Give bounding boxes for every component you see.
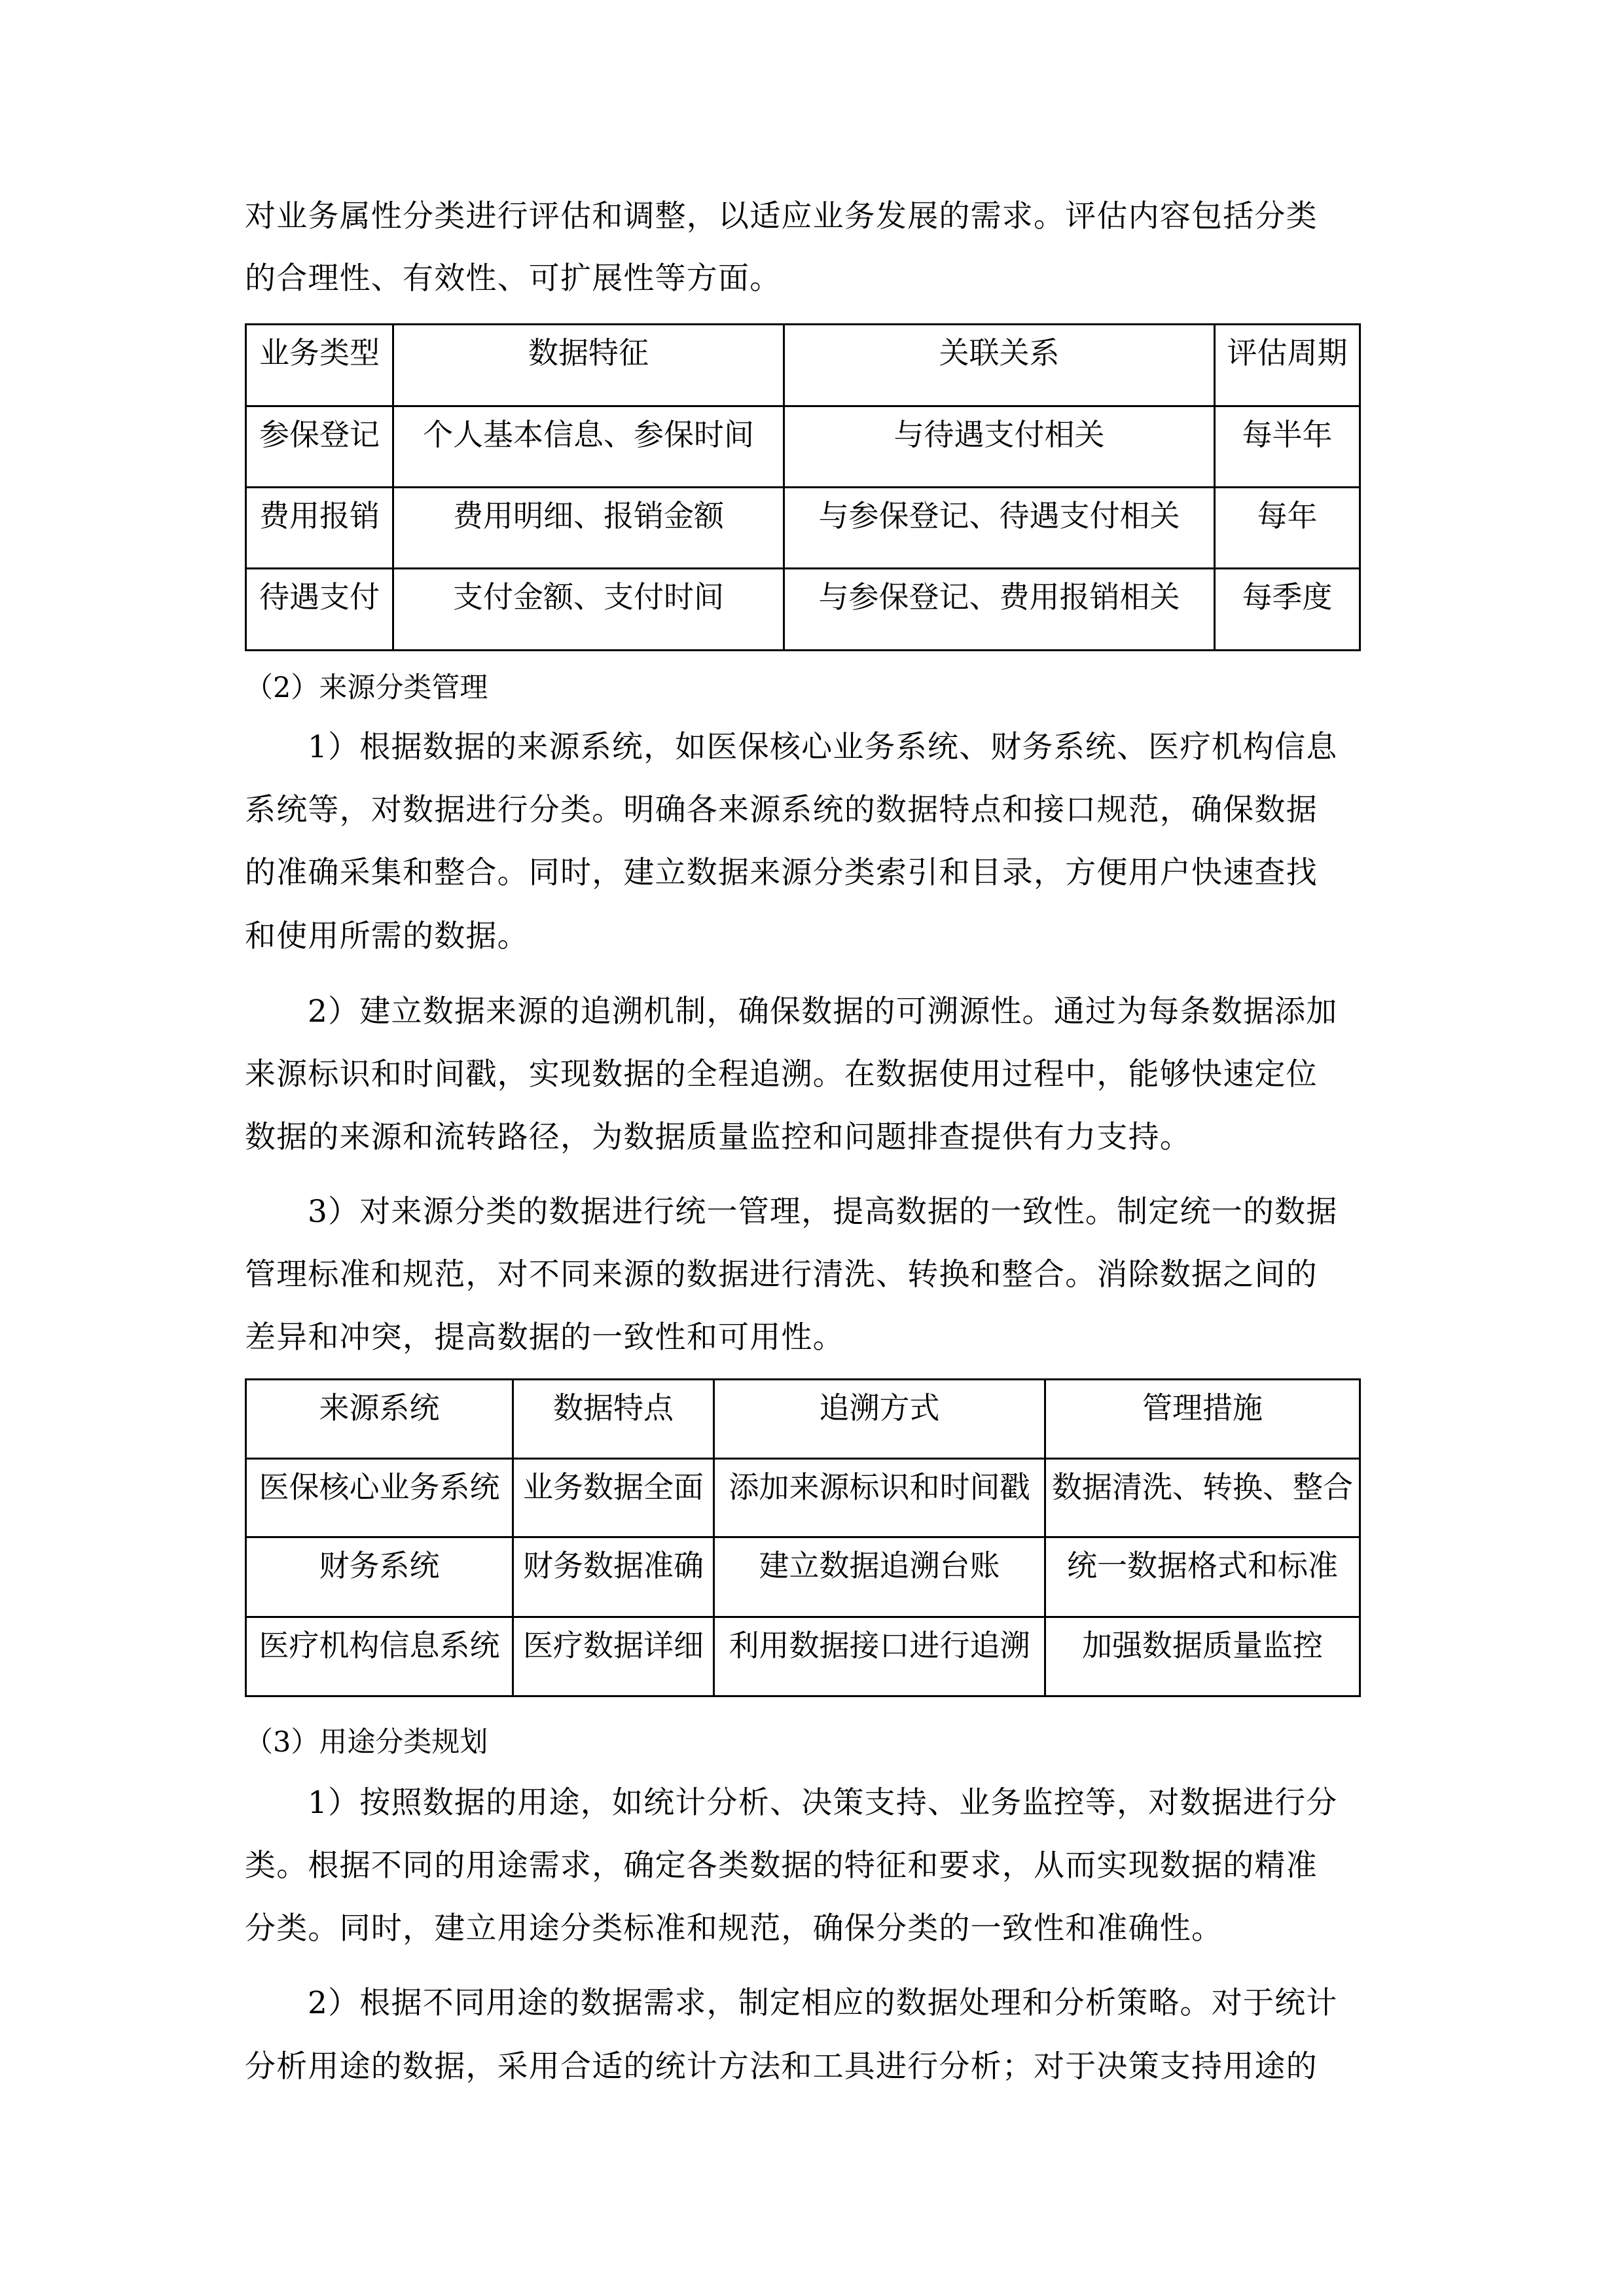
table-header-cell: 业务类型 [246,325,393,406]
table-cell: 支付金额、支付时间 [393,569,784,651]
table-header-cell: 数据特征 [393,325,784,406]
table-cell: 个人基本信息、参保时间 [393,406,784,488]
table-header-cell: 数据特点 [513,1380,714,1459]
paragraph-line: 1）按照数据的用途，如统计分析、决策支持、业务监控等，对数据进行分 [308,1785,1338,1821]
table-cell: 每半年 [1215,406,1360,488]
intro-line: 对业务属性分类进行评估和调整，以适应业务发展的需求。评估内容包括分类 [245,198,1318,234]
table-cell: 参保登记 [246,406,393,488]
table-row [246,569,1360,651]
paragraph-line: 差异和冲突，提高数据的一致性和可用性。 [245,1319,844,1355]
business-type-table [245,323,1361,651]
table-cell: 费用报销 [246,488,393,569]
paragraph-line: 来源标识和时间戳，实现数据的全程追溯。在数据使用过程中，能够快速定位 [245,1056,1318,1092]
table-row [246,1617,1360,1696]
table-cell: 医保核心业务系统 [246,1459,513,1537]
section-heading: （2）来源分类管理 [245,672,488,704]
table-cell: 与待遇支付相关 [784,406,1215,488]
paragraph-line: 的准确采集和整合。同时，建立数据来源分类索引和目录，方便用户快速查找 [245,855,1318,891]
table-row [246,1459,1360,1537]
table-header-row [246,1380,1360,1459]
table-cell: 每季度 [1215,569,1360,651]
paragraph-line: 系统等，对数据进行分类。明确各来源系统的数据特点和接口规范，确保数据 [245,792,1318,828]
table-row [246,1537,1360,1617]
paragraph-line: 数据的来源和流转路径，为数据质量监控和问题排查提供有力支持。 [245,1119,1191,1155]
paragraph-line: 2）建立数据来源的追溯机制，确保数据的可溯源性。通过为每条数据添加 [308,994,1338,1030]
paragraph-line: 分析用途的数据，采用合适的统计方法和工具进行分析；对于决策支持用途的 [245,2049,1318,2085]
table-cell: 统一数据格式和标准 [1045,1537,1360,1617]
table-cell: 业务数据全面 [513,1459,714,1537]
paragraph-line: 和使用所需的数据。 [245,918,529,954]
intro-line: 的合理性、有效性、可扩展性等方面。 [245,260,782,296]
table-cell: 加强数据质量监控 [1045,1617,1360,1696]
source-system-table [245,1378,1361,1697]
section-heading: （3）用途分类规划 [245,1726,488,1759]
paragraph-line: 类。根据不同的用途需求，确定各类数据的特征和要求，从而实现数据的精准 [245,1848,1318,1884]
paragraph-line: 分类。同时，建立用途分类标准和规范，确保分类的一致性和准确性。 [245,1910,1223,1946]
table-header-cell: 管理措施 [1045,1380,1360,1459]
paragraph-line: 2）根据不同用途的数据需求，制定相应的数据处理和分析策略。对于统计 [308,1985,1338,2021]
table-cell: 添加来源标识和时间戳 [714,1459,1045,1537]
table-cell: 待遇支付 [246,569,393,651]
table-cell: 财务系统 [246,1537,513,1617]
table-header-cell: 评估周期 [1215,325,1360,406]
paragraph-line: 管理标准和规范，对不同来源的数据进行清洗、转换和整合。消除数据之间的 [245,1257,1318,1293]
table-cell: 与参保登记、待遇支付相关 [784,488,1215,569]
table-row [246,406,1360,488]
paragraph-line: 1）根据数据的来源系统，如医保核心业务系统、财务系统、医疗机构信息 [308,729,1338,765]
table-cell: 与参保登记、费用报销相关 [784,569,1215,651]
table-header-cell: 关联关系 [784,325,1215,406]
table-row [246,488,1360,569]
table-cell: 医疗数据详细 [513,1617,714,1696]
table-cell: 每年 [1215,488,1360,569]
table-header-row [246,325,1360,406]
table-cell: 建立数据追溯台账 [714,1537,1045,1617]
table-cell: 利用数据接口进行追溯 [714,1617,1045,1696]
table-header-cell: 追溯方式 [714,1380,1045,1459]
table-header-cell: 来源系统 [246,1380,513,1459]
table-cell: 费用明细、报销金额 [393,488,784,569]
table-cell: 医疗机构信息系统 [246,1617,513,1696]
table-cell: 数据清洗、转换、整合 [1045,1459,1360,1537]
table-cell: 财务数据准确 [513,1537,714,1617]
paragraph-line: 3）对来源分类的数据进行统一管理，提高数据的一致性。制定统一的数据 [308,1194,1338,1230]
